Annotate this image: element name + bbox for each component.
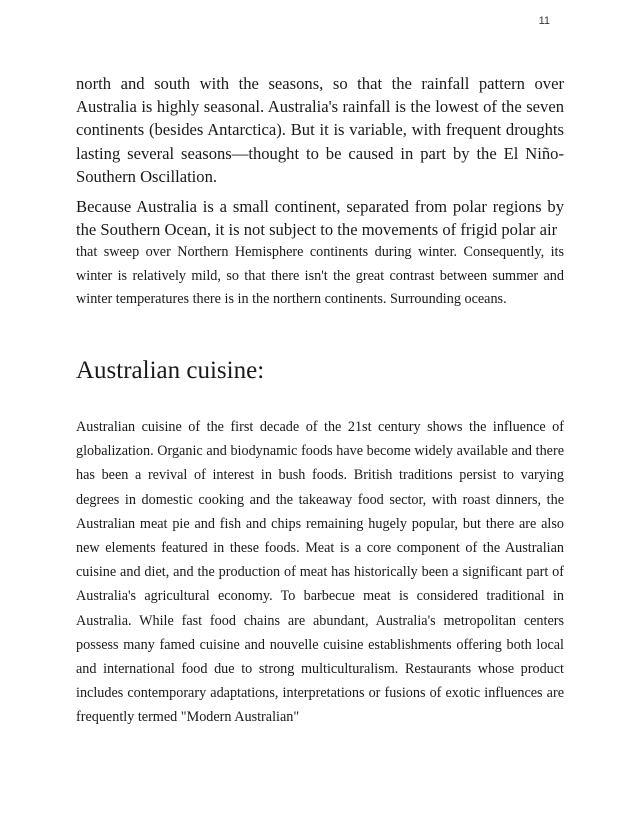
section-heading-australian-cuisine: Australian cuisine:	[76, 357, 265, 385]
paragraph-climate-continent: Because Australia is a small continent, separated from polar regions by the Southern Ocean, it is not subject to the movements of frigid polar air	[76, 197, 564, 240]
paragraph-cuisine: Australian cuisine of the first decade of the 21st century shows the influence of globalization. Organic and biodynamic foods have become widely available and there has been a revival of interest in bush foods. British traditions persist to varying degrees in domestic cooking and the takeaway food sector, with roast dinners, the Australian meat pie and fish and chips remaining hugely popular, but there are also new elements featured in these foods. Meat is a core component of the Australian cuisine and diet, and the production of meat has historically been a significant part of Australia's agricultural economy. To barbecue meat is considered traditional in Australia. While fast food chains are abundant, Australia's metropolitan centers possess many famed cuisine and nouvelle cuisine establishments offering both local and international food due to strong multiculturalism. Restaurants whose product includes contemporary adaptations, interpretations or fusions of exotic influences are frequently termed "Modern Australian"	[76, 419, 564, 726]
page-number: 11	[538, 15, 550, 27]
paragraph-climate-rainfall: north and south with the seasons, so that the rainfall pattern over Australia is highly seasonal. Australia's rainfall is the lowest of the seven continents (besides Antarctica). But it is variable, with frequent droughts lasting several seasons—thought to be caused in part by the El Niño-Southern Oscillation.	[76, 74, 564, 186]
document-body	[76, 72, 564, 730]
paragraph-climate-winter: that sweep over Northern Hemisphere continents during winter. Consequently, its winter is relatively mild, so that there isn't the great contrast between summer and winter temperatures there is in the northern continents. Surrounding oceans.	[76, 244, 564, 307]
